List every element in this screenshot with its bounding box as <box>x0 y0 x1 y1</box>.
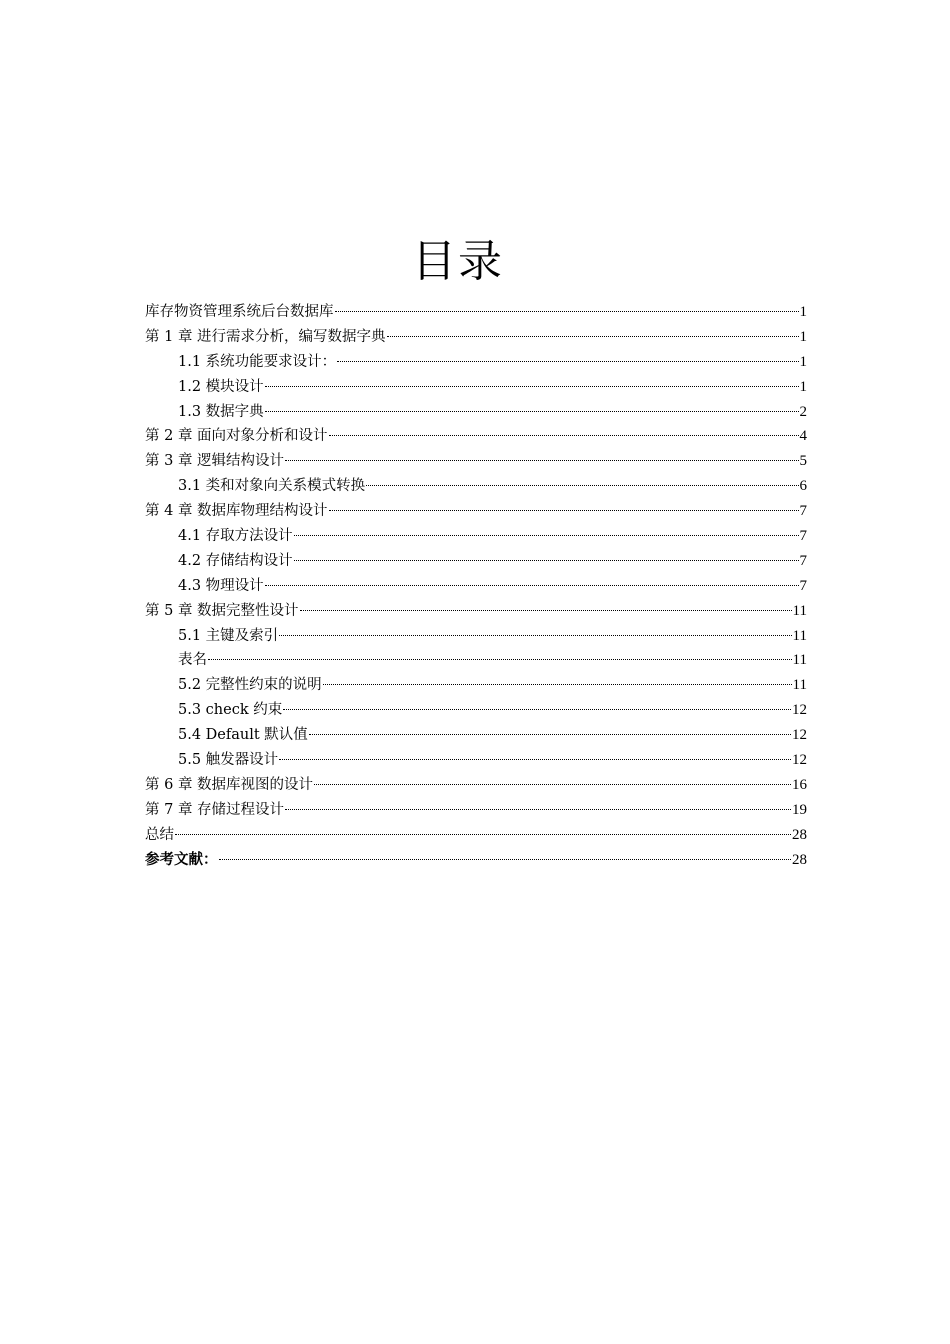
toc-entry-label: 4.1 存取方法设计 <box>178 528 293 545</box>
toc-dot-leader <box>219 859 792 860</box>
toc-dot-leader <box>300 610 792 611</box>
toc-entry-label: 4.3 物理设计 <box>178 577 264 594</box>
toc-page-number: 7 <box>799 503 807 520</box>
toc-page-number: 1 <box>799 353 807 370</box>
toc-entry-label: 5.4 Default 默认值 <box>178 727 308 744</box>
toc-entry-label: 5.3 check 约束 <box>178 702 283 719</box>
toc-entry-label: 第 2 章 面向对象分析和设计 <box>145 428 328 445</box>
toc-page-number: 2 <box>799 403 807 420</box>
toc-entry-label: 3.1 类和对象向关系模式转换 <box>178 478 366 495</box>
toc-entry-label: 5.1 主键及索引 <box>178 627 279 644</box>
toc-page-number: 12 <box>792 702 807 719</box>
toc-page-number: 1 <box>799 304 807 320</box>
toc-page-number: 1 <box>799 378 807 395</box>
toc-dot-leader <box>285 809 791 810</box>
toc-entry-label: 第 7 章 存储过程设计 <box>145 801 285 818</box>
toc-entry-label: 1.3 数据字典 <box>178 403 264 420</box>
toc-entry[interactable] <box>145 350 807 375</box>
toc-entry-label: 参考文献： <box>145 851 218 868</box>
toc-entry[interactable] <box>145 325 807 350</box>
toc-entry[interactable] <box>145 574 807 599</box>
toc-entry[interactable] <box>145 723 807 748</box>
toc-dot-leader <box>337 361 798 362</box>
toc-page-number: 16 <box>792 776 807 793</box>
toc-dot-leader <box>387 336 799 337</box>
toc-entry[interactable] <box>145 599 807 624</box>
toc-entry[interactable] <box>145 848 807 873</box>
toc-entry[interactable] <box>145 648 807 673</box>
toc-entry-label: 1.1 系统功能要求设计： <box>178 353 337 370</box>
toc-dot-leader <box>323 684 792 685</box>
toc-entry[interactable] <box>145 823 807 848</box>
toc-entry-label: 第 4 章 数据库物理结构设计 <box>145 503 328 520</box>
toc-entry[interactable] <box>145 424 807 449</box>
toc-page-number: 7 <box>799 577 807 594</box>
toc-entry-label: 表名 <box>178 652 207 669</box>
toc-dot-leader <box>208 659 792 660</box>
toc-dot-leader <box>279 635 791 636</box>
toc-dot-leader <box>265 585 799 586</box>
toc-entry[interactable] <box>145 748 807 773</box>
toc-entry[interactable] <box>145 673 807 698</box>
toc-entry[interactable] <box>145 524 807 549</box>
toc-page-number: 28 <box>792 851 807 868</box>
toc-entry[interactable] <box>145 449 807 474</box>
toc-entry-label: 5.2 完整性约束的说明 <box>178 677 322 694</box>
toc-entry-label: 库存物资管理系统后台数据库 <box>145 304 334 320</box>
toc-dot-leader <box>285 460 798 461</box>
toc-entry-label: 第 6 章 数据库视图的设计 <box>145 776 314 793</box>
toc-page-number: 6 <box>799 478 807 495</box>
toc-page-number: 1 <box>799 328 807 345</box>
toc-entry-label: 第 5 章 数据完整性设计 <box>145 602 299 619</box>
toc-dot-leader <box>294 535 799 536</box>
toc-dot-leader <box>294 560 799 561</box>
toc-entry[interactable] <box>145 474 807 499</box>
toc-title: 目录 <box>412 236 504 287</box>
toc-page-number: 5 <box>799 453 807 470</box>
toc-entry[interactable] <box>145 375 807 400</box>
toc-page-number: 12 <box>792 752 807 769</box>
toc-dot-leader <box>335 311 799 312</box>
toc-page-number: 11 <box>792 652 807 669</box>
toc-page-number: 4 <box>799 428 807 445</box>
toc-dot-leader <box>309 734 791 735</box>
toc-entry[interactable] <box>145 798 807 823</box>
toc-entry[interactable] <box>145 773 807 798</box>
toc-dot-leader <box>265 411 799 412</box>
toc-entry[interactable] <box>145 300 807 325</box>
toc-page-number: 11 <box>792 627 807 644</box>
toc-page-number: 7 <box>799 528 807 545</box>
toc-entry[interactable] <box>145 549 807 574</box>
toc-entry-label: 1.2 模块设计 <box>178 378 264 395</box>
toc-entry-label: 5.5 触发器设计 <box>178 752 279 769</box>
toc-page-number: 7 <box>799 552 807 569</box>
toc-dot-leader <box>366 485 798 486</box>
toc-list <box>145 300 807 872</box>
toc-entry-label: 第 1 章 进行需求分析，编写数据字典 <box>145 328 386 345</box>
toc-dot-leader <box>279 759 791 760</box>
toc-entry[interactable] <box>145 499 807 524</box>
toc-entry[interactable] <box>145 400 807 425</box>
toc-dot-leader <box>283 709 791 710</box>
toc-page-number: 19 <box>792 801 807 818</box>
toc-page-number: 28 <box>792 826 807 843</box>
toc-entry[interactable] <box>145 698 807 723</box>
toc-dot-leader <box>329 435 799 436</box>
toc-entry-label: 总结 <box>145 826 174 843</box>
toc-page-number: 11 <box>792 602 807 619</box>
toc-dot-leader <box>314 784 791 785</box>
toc-entry-label: 第 3 章 逻辑结构设计 <box>145 453 285 470</box>
toc-page-number: 11 <box>792 677 807 694</box>
toc-entry-label: 4.2 存储结构设计 <box>178 552 293 569</box>
toc-entry[interactable] <box>145 624 807 649</box>
toc-dot-leader <box>265 386 799 387</box>
toc-dot-leader <box>175 834 791 835</box>
toc-page-number: 12 <box>792 727 807 744</box>
toc-dot-leader <box>329 510 799 511</box>
